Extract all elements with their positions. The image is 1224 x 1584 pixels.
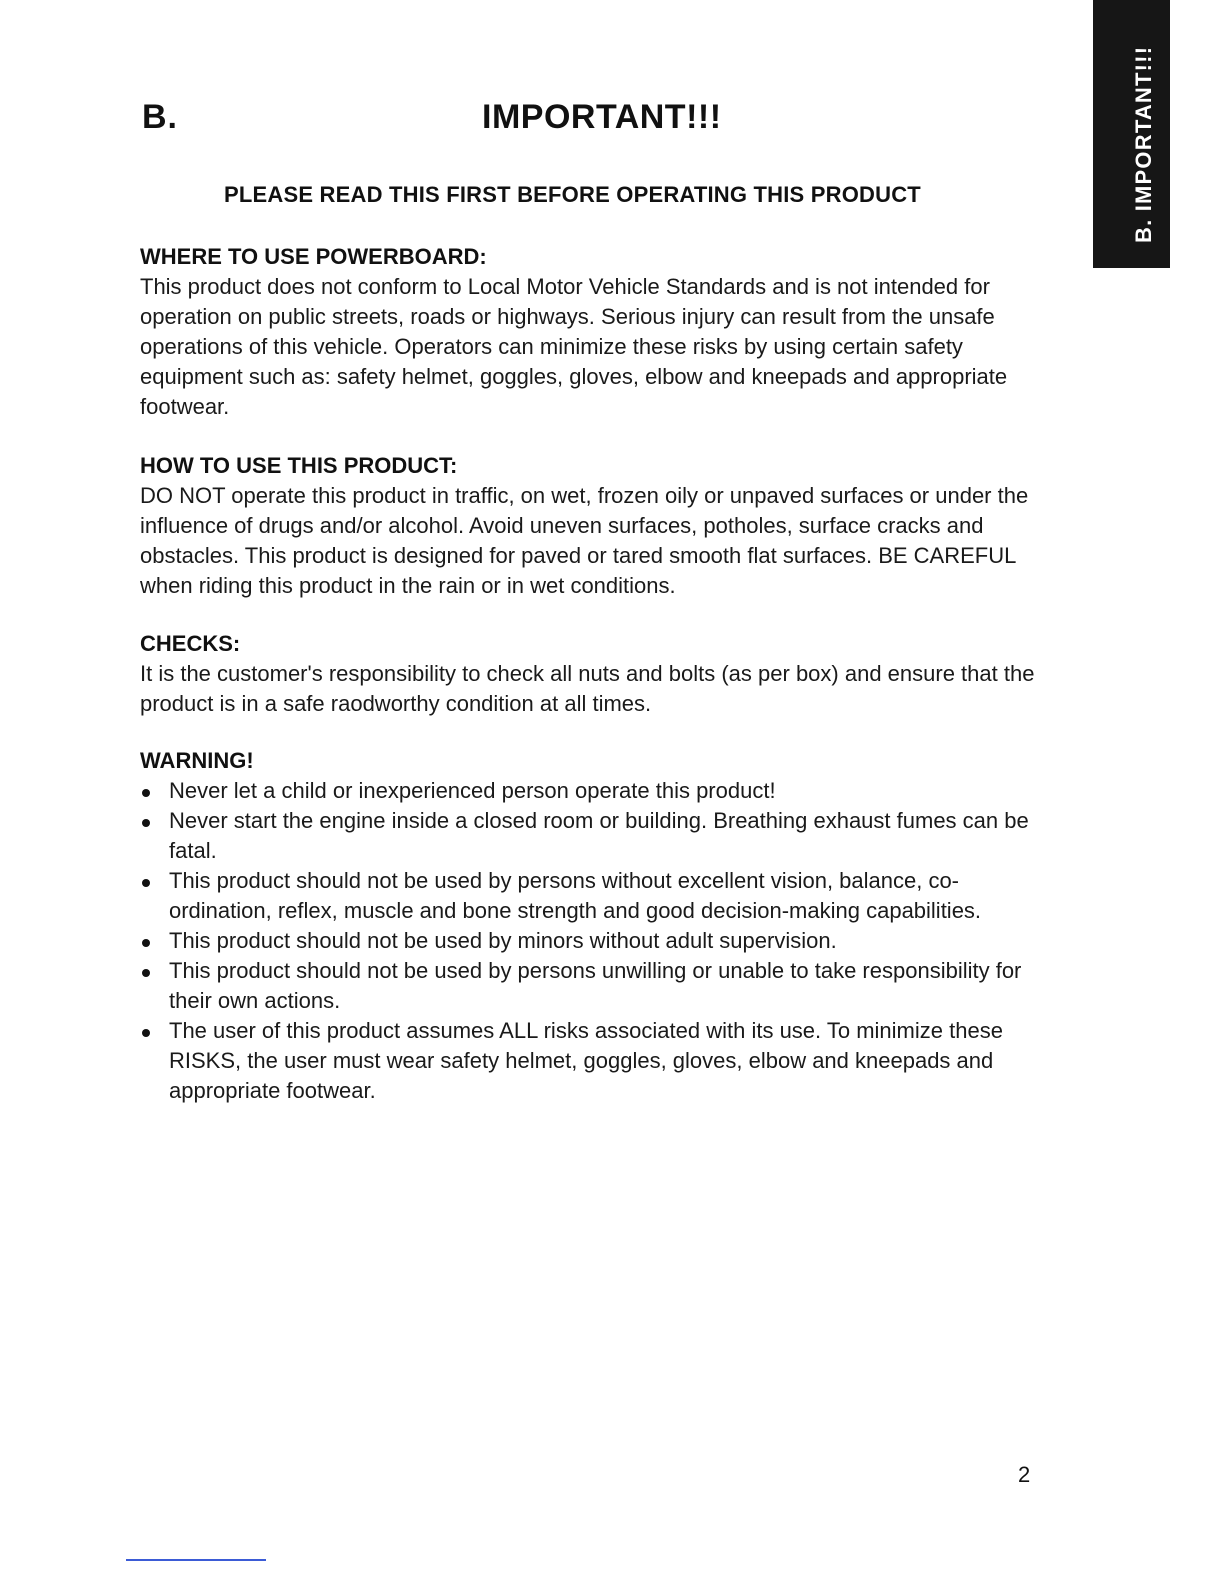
- page-subtitle: PLEASE READ THIS FIRST BEFORE OPERATING THIS PRODUCT: [224, 182, 921, 207]
- warning-item-text: This product should not be used by persons unwilling or unable to take responsibility for their own actions.: [169, 958, 1022, 1013]
- bullet-icon: [142, 1029, 150, 1037]
- warning-item: [140, 776, 1040, 806]
- bullet-icon: [142, 879, 150, 887]
- bullet-icon: [142, 969, 150, 977]
- section-body: This product does not conform to Local Motor Vehicle Standards and is not intended for operation on public streets, roads or highways. Serious injury can result from the unsafe operations of this vehicle. Operators can minimize these risks by using certain safety equipment such as: safety helmet, goggles, gloves, elbow and kneepads and appropriate footwear.: [140, 274, 1008, 419]
- warning-item-text: The user of this product assumes ALL risks associated with its use. To minimize these RISKS, the user must wear safety helmet, goggles, gloves, elbow and kneepads and appropriate footwear.: [169, 1018, 1003, 1103]
- section-where-to-use: [140, 242, 1045, 422]
- page-number: 2: [1018, 1462, 1031, 1487]
- warning-item-text: Never let a child or inexperienced person operate this product!: [169, 778, 776, 803]
- page-title: IMPORTANT!!!: [482, 98, 722, 136]
- warning-item: [140, 1016, 1040, 1106]
- section-heading: WHERE TO USE POWERBOARD:: [140, 244, 487, 269]
- bullet-icon: [142, 819, 150, 827]
- section-heading: HOW TO USE THIS PRODUCT:: [140, 453, 458, 478]
- side-section-tab: [1093, 0, 1170, 268]
- section-letter: B.: [142, 98, 178, 136]
- warning-list: [140, 776, 1040, 1106]
- section-warning: [140, 746, 1040, 1106]
- bullet-icon: [142, 789, 150, 797]
- warning-item: [140, 866, 1040, 926]
- section-checks: [140, 629, 1045, 719]
- warning-item-text: Never start the engine inside a closed room or building. Breathing exhaust fumes can be fatal.: [169, 808, 1029, 863]
- warning-item: [140, 806, 1040, 866]
- warning-item-text: This product should not be used by minors without adult supervision.: [169, 928, 837, 953]
- warning-heading: WARNING!: [140, 748, 254, 773]
- section-how-to-use: [140, 451, 1045, 601]
- warning-item: [140, 926, 1040, 956]
- footer-rule: [126, 1559, 266, 1561]
- warning-item: [140, 956, 1040, 1016]
- section-body: DO NOT operate this product in traffic, on wet, frozen oily or unpaved surfaces or under the influence of drugs and/or alcohol. Avoid uneven surfaces, potholes, surface cracks and obstacles. This product is designed for paved or tared smooth flat surfaces. BE CAREFUL when riding this product in the rain or in wet conditions.: [140, 483, 1029, 598]
- section-body: It is the customer's responsibility to check all nuts and bolts (as per box) and ensure that the product is in a safe raodworthy condition at all times.: [140, 661, 1035, 716]
- bullet-icon: [142, 939, 150, 947]
- warning-item-text: This product should not be used by persons without excellent vision, balance, co-ordination, reflex, muscle and bone strength and good decision-making capabilities.: [169, 868, 982, 923]
- side-tab-label: B. IMPORTANT!!!: [1131, 45, 1156, 243]
- section-heading: CHECKS:: [140, 631, 241, 656]
